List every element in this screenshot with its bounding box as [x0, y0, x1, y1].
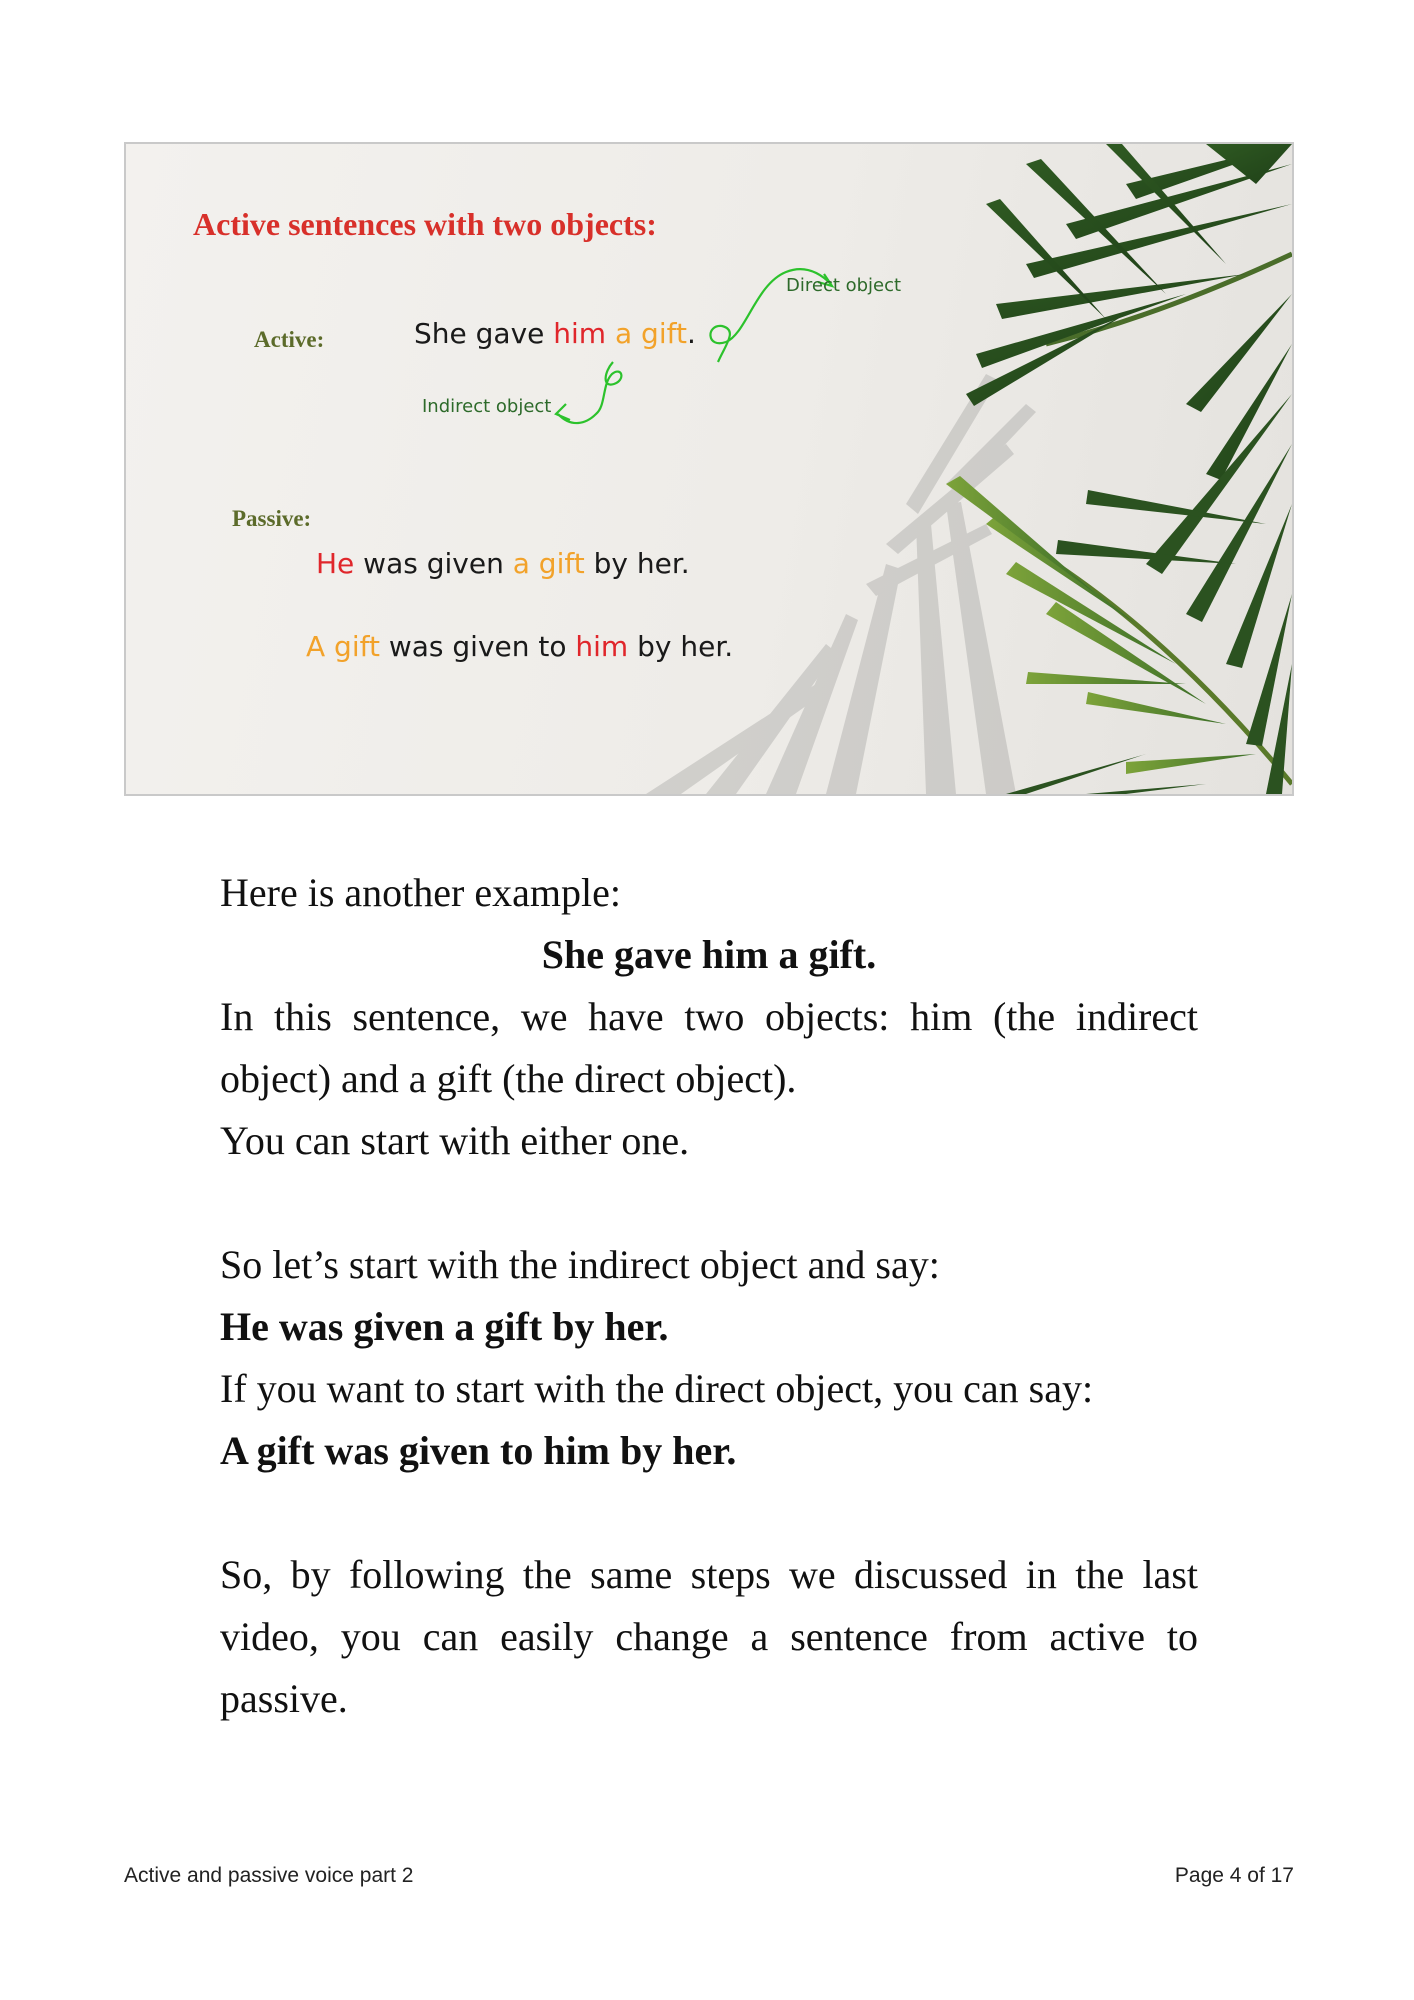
passive2-end: by her.	[628, 630, 734, 663]
passive1-mid: was given	[354, 547, 513, 580]
active-sentence-space	[606, 317, 615, 350]
passive-label: Passive:	[232, 506, 312, 531]
indirect-object-word: him	[553, 317, 607, 350]
active-sentence-start: She gave	[414, 317, 554, 350]
paragraph-explanation: In this sentence, we have two objects: him (the indirect object) and a gift (the direct object).	[220, 994, 1198, 1101]
paragraph-conclusion: So, by following the same steps we discussed in the last video, you can easily change a sentence from active to passive.	[220, 1552, 1198, 1721]
example-sentence: She gave him a gift.	[541, 932, 877, 977]
passive-sentence-1	[316, 547, 690, 580]
spacer	[220, 1172, 1198, 1234]
lesson-slide-image	[124, 142, 1294, 796]
passive-sentence-2	[306, 630, 733, 663]
paragraph-indirect-start: So let’s start with the indirect object and say:	[220, 1242, 940, 1287]
indirect-object-annotation: Indirect object	[422, 396, 552, 417]
direct-object-annotation: Direct object	[786, 275, 902, 296]
passive-example-2: A gift was given to him by her.	[220, 1428, 737, 1473]
passive-example-1: He was given a gift by her.	[220, 1304, 669, 1349]
footer-page-number: Page 4 of 17	[1174, 1864, 1294, 1887]
body-text	[220, 862, 1198, 1730]
passive1-end: by her.	[584, 547, 690, 580]
paragraph-direct-start: If you want to start with the direct object, you can say:	[220, 1366, 1094, 1411]
paragraph-intro: Here is another example:	[220, 870, 621, 915]
active-sentence	[414, 317, 696, 350]
spacer	[220, 1482, 1198, 1544]
active-sentence-end: .	[686, 317, 696, 350]
slide-title: Active sentences with two objects:	[193, 206, 657, 242]
direct-object-word: a gift	[615, 317, 687, 350]
passive1-object: a gift	[512, 547, 585, 580]
passive2-object: him	[575, 630, 629, 663]
passive2-mid: was given to	[379, 630, 576, 663]
passive2-subject: A gift	[306, 630, 380, 663]
paragraph-either: You can start with either one.	[220, 1118, 690, 1163]
footer-document-title: Active and passive voice part 2	[124, 1864, 414, 1887]
passive1-subject: He	[316, 547, 355, 580]
active-label: Active:	[254, 327, 325, 352]
